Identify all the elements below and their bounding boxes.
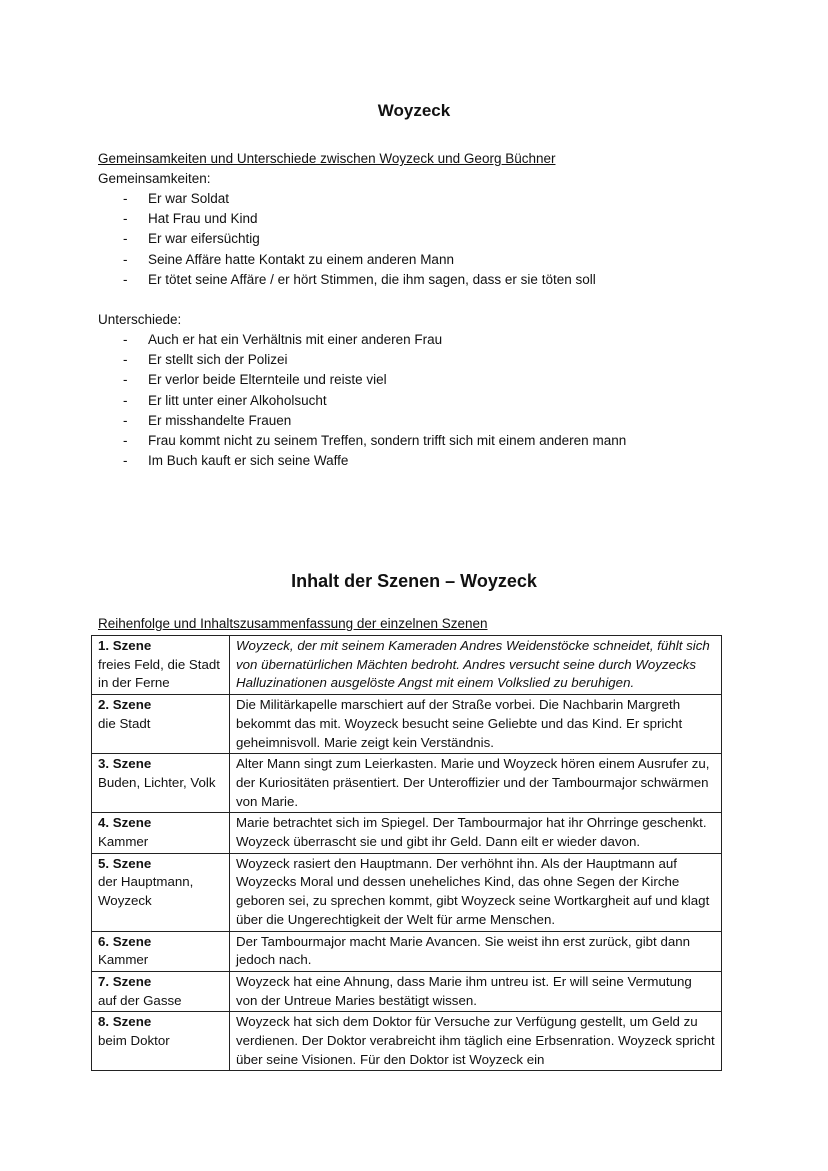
scene-cell [92, 636, 230, 695]
table-row [92, 853, 722, 931]
dash-bullet: - [123, 453, 128, 469]
scene-summary: Woyzeck rasiert den Hauptmann. Der verhöhnt ihn. Als der Hauptmann auf Woyzecks Moral und dessen uneheliches Kind, das ohne Segen der Kirche geboren sei, zu sprechen kommt, gibt Woyzeck seine Wortkargheit auf und klagt über die Ungerechtigkeit der Welt für arme Menschen. [230, 853, 722, 931]
scene-place: Kammer [98, 834, 149, 850]
scene-number: 4. Szene [98, 815, 152, 831]
scene-place: auf der Gasse [98, 992, 182, 1008]
scene-number: 2. Szene [98, 697, 152, 713]
scene-summary: Die Militärkapelle marschiert auf der Straße vorbei. Die Nachbarin Margreth bekommt das mit. Woyzeck besucht seine Geliebte und das Kind. Er spricht geheimnisvoll. Marie zeigt kein Verständnis. [230, 695, 722, 754]
scene-cell [92, 695, 230, 754]
scene-summary: Woyzeck hat eine Ahnung, dass Marie ihm untreu ist. Er will seine Vermutung von der Untreue Maries bestätigt wissen. [230, 971, 722, 1011]
table-row [92, 754, 722, 813]
scene-summary: Woyzeck hat sich dem Doktor für Versuche zur Verfügung gestellt, um Geld zu verdienen. Der Doktor verabreicht ihm täglich eine Erbsenration. Woyzeck spricht über seine Visionen. Für den Doktor ist Woyzeck ein [230, 1012, 722, 1071]
dash-bullet: - [123, 432, 128, 448]
dash-bullet: - [123, 271, 128, 287]
dash-bullet: - [123, 211, 128, 227]
scene-cell [92, 971, 230, 1011]
scene-place: Buden, Lichter, Volk [98, 774, 216, 790]
scene-number: 1. Szene [98, 638, 152, 653]
scene-summary: Marie betrachtet sich im Spiegel. Der Tambourmajor hat ihr Ohrringe geschenkt. Woyzeck überrascht sie und gibt ihr Geld. Dann eilt er wieder davon. [230, 813, 722, 853]
scene-cell [92, 853, 230, 931]
table-row [92, 931, 722, 971]
dash-bullet: - [123, 372, 128, 388]
scene-place: der Hauptmann, Woyzeck [98, 874, 194, 909]
table-row [92, 971, 722, 1011]
scene-summary: Der Tambourmajor macht Marie Avancen. Sie weist ihn erst zurück, gibt dann jedoch nach. [230, 931, 722, 971]
scene-cell [92, 931, 230, 971]
scene-summary: Woyzeck, der mit seinem Kameraden Andres Weidenstöcke schneidet, fühlt sich von übernatürlichen Mächten bedroht. Andres versucht seine durch Woyzecks Halluzinationen ausgelöste Angst mit einem Volkslied zu beruhigen. [230, 636, 722, 695]
dash-bullet: - [123, 191, 128, 206]
scene-number: 5. Szene [98, 855, 152, 871]
scene-cell [92, 813, 230, 853]
dash-bullet: - [123, 392, 128, 408]
dash-bullet: - [123, 231, 128, 247]
scene-number: 8. Szene [98, 1014, 152, 1030]
unterschiede-label: Unterschiede: [98, 312, 182, 327]
page-title: Woyzeck [377, 101, 451, 120]
scene-place: Kammer [98, 952, 149, 968]
dash-bullet: - [123, 332, 128, 347]
scene-place: freies Feld, die Stadt in der Ferne [98, 656, 220, 691]
table-row [92, 1012, 722, 1071]
dash-bullet: - [123, 412, 128, 428]
dash-bullet: - [123, 251, 128, 267]
scenes-table [91, 635, 722, 1071]
table-row [92, 695, 722, 754]
scene-place: beim Doktor [98, 1033, 170, 1049]
dash-bullet: - [123, 352, 128, 368]
document-page: Woyzeck Gemeinsamkeiten und Unterschiede zwischen Woyzeck und Georg Büchner Gemeinsamkeiten: - Er war Soldat - Hat Frau und Kind - Er war eifersüchtig - Seine Affäre hatte Kontakt zu einem anderen Mann - Er tötet seine Affäre / er hört Stimmen, die ihm sagen, dass er sie töten soll Unterschiede: - Auch er hat ein Verhältnis mit einer anderen Frau - Er stellt sich der Polizei - Er verlor beide Elternteile und reiste viel - Er litt unter einer Alkoholsucht - Er misshandelte Frauen - Frau kommt nicht zu seinem Treffen, sondern trifft sich mit einem anderen mann - Im Buch kauft er sich seine Waffe Inhalt der Szenen – Woyzeck Reihenfolge und Inhaltszusammenfassung der einzelnen Szenen 1. Szene freies Feld, die Stadt in der Ferne Woyzeck, der mit seinem Kameraden Andres Weidenstöcke schneidet, fühlt sich von übernatürlichen Mächten bedroht. Andres versucht seine durch Woyzecks Halluzinationen ausgelöste Angst mit einem Volkslied zu beruhigen. 2. Szene die Stadt Die Militärkapelle marschiert auf der Straße vorbei. Die Nachbarin Margreth bekommt das mit. Woyzeck besucht seine Geliebte und das Kind. Er spricht geheimnisvoll. Marie zeigt kein Verständnis. 3. Szene Buden, Lichter, Volk Alter Mann singt zum Leierkasten. Marie und Woyzeck hören einem Ausrufer zu, der Kuriositäten präsentiert. Der Unteroffizier und der Tambourmajor schwärmen von Marie. 4. Szene Kammer Marie betrachtet sich im Spiegel. Der Tambourmajor hat ihr Ohrringe geschenkt. Woyzeck überrascht sie und gibt ihr Geld. Dann eilt er wieder davon. 5. Szene der Hauptmann, Woyzeck Woyzeck rasiert den Hauptmann. Der verhöhnt ihn. Als der Hauptmann auf Woyzecks Moral und dessen uneheliches Kind, das ohne Segen der Kirche geboren sei, zu sprechen kommt, gibt Woyzeck seine Wortkargheit auf und klagt über die Ungerechtigkeit der Welt für arme Menschen. 6. Szene Kammer Der Tambourmajor macht Marie Avancen. Sie weist ihn erst zurück, gibt dann jedoch nach. 7. Szene auf der Gasse Woyzeck hat eine Ahnung, dass Marie ihm untreu ist. Er will seine Vermutung von der Untreue Maries bestätigt wissen. 8. Szene beim Doktor Woyzeck hat sich dem Doktor für Versuche zur Verfügung gestellt, um Geld zu verdienen. Der Doktor verabreicht ihm täglich eine Erbsenration. Woyzeck spricht über seine Visionen. Für den Doktor ist Woyzeck ein [0, 0, 828, 1171]
section-title: Inhalt der Szenen – Woyzeck [291, 571, 537, 591]
scene-number: 6. Szene [98, 933, 152, 949]
scene-number: 3. Szene [98, 756, 152, 772]
section-subtitle: Reihenfolge und Inhaltszusammenfassung der einzelnen Szenen [98, 616, 488, 631]
scene-cell [92, 754, 230, 813]
scene-place: die Stadt [98, 715, 151, 731]
comparison-heading: Gemeinsamkeiten und Unterschiede zwischen Woyzeck und Georg Büchner [98, 151, 556, 166]
scene-cell [92, 1012, 230, 1071]
scene-number: 7. Szene [98, 973, 152, 989]
gemeinsamkeiten-label: Gemeinsamkeiten: [98, 171, 211, 186]
table-row [92, 636, 722, 695]
table-row [92, 813, 722, 853]
scene-summary: Alter Mann singt zum Leierkasten. Marie und Woyzeck hören einem Ausrufer zu, der Kuriositäten präsentiert. Der Unteroffizier und der Tambourmajor schwärmen von Marie. [230, 754, 722, 813]
